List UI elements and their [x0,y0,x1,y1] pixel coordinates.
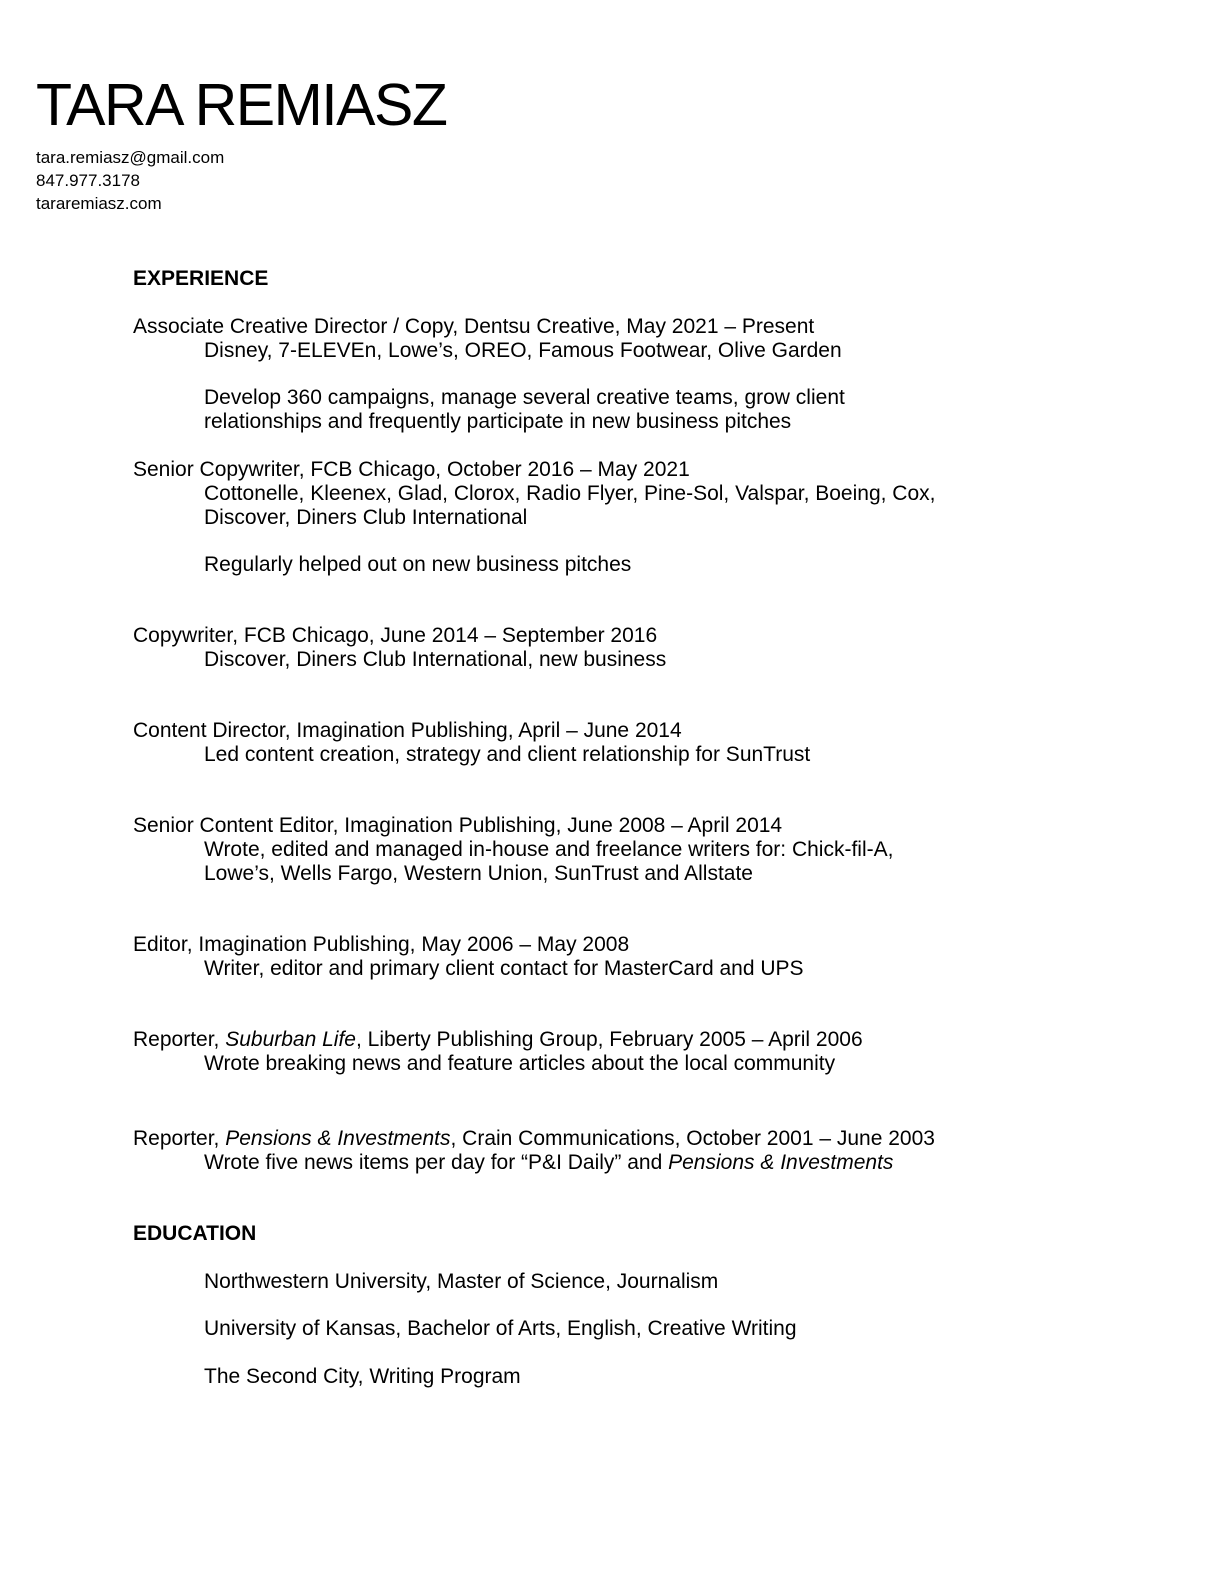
education-item: Northwestern University, Master of Science, Journalism [204,1270,719,1293]
job-title [133,1028,863,1052]
job-title-prefix: Reporter, [133,1127,226,1150]
publication-name: Suburban Life [225,1028,356,1051]
job-description-text: Wrote five news items per day for “P&I Daily” and [204,1151,669,1174]
job-title: Senior Content Editor, Imagination Publishing, June 2008 – April 2014 [133,814,783,837]
contact-block [36,146,224,215]
job-description: Develop 360 campaigns, manage several creative teams, grow client [204,386,845,409]
job-description: Led content creation, strategy and client relationship for SunTrust [204,743,811,766]
job-description [204,1151,893,1175]
resume-name: TARA REMIASZ [36,72,447,138]
job-description: Regularly helped out on new business pitches [204,553,632,576]
publication-name: Pensions & Investments [225,1127,451,1150]
job-description: Wrote, edited and managed in-house and freelance writers for: Chick-fil-A, [204,838,894,861]
job-title: Senior Copywriter, FCB Chicago, October 2016 – May 2021 [133,458,690,481]
education-item: University of Kansas, Bachelor of Arts, English, Creative Writing [204,1317,797,1340]
job-description: Lowe’s, Wells Fargo, Western Union, SunTrust and Allstate [204,862,753,885]
job-description: Wrote breaking news and feature articles about the local community [204,1052,836,1075]
job-title: Copywriter, FCB Chicago, June 2014 – September 2016 [133,624,658,647]
job-description: relationships and frequently participate in new business pitches [204,410,792,433]
education-item: The Second City, Writing Program [204,1365,521,1388]
experience-heading: EXPERIENCE [133,267,269,290]
publication-name: Pensions & Investments [668,1151,894,1174]
job-clients: Disney, 7-ELEVEn, Lowe’s, OREO, Famous Footwear, Olive Garden [204,339,842,362]
job-title: Content Director, Imagination Publishing, April – June 2014 [133,719,682,742]
phone: 847.977.3178 [36,171,140,190]
education-heading: EDUCATION [133,1222,257,1245]
job-title [133,1127,935,1151]
website: tararemiasz.com [36,194,162,213]
job-title: Associate Creative Director / Copy, Dentsu Creative, May 2021 – Present [133,315,815,338]
job-clients: Discover, Diners Club International, new business [204,648,667,671]
job-clients: Cottonelle, Kleenex, Glad, Clorox, Radio Flyer, Pine-Sol, Valspar, Boeing, Cox, [204,482,936,505]
email: tara.remiasz@gmail.com [36,148,225,167]
job-title-prefix: Reporter, [133,1028,226,1051]
job-title-suffix: , Crain Communications, October 2001 – June 2003 [450,1127,935,1150]
job-clients: Discover, Diners Club International [204,506,528,529]
job-description: Writer, editor and primary client contact for MasterCard and UPS [204,957,804,980]
job-title-suffix: , Liberty Publishing Group, February 2005 – April 2006 [356,1028,863,1051]
job-title: Editor, Imagination Publishing, May 2006 – May 2008 [133,933,630,956]
